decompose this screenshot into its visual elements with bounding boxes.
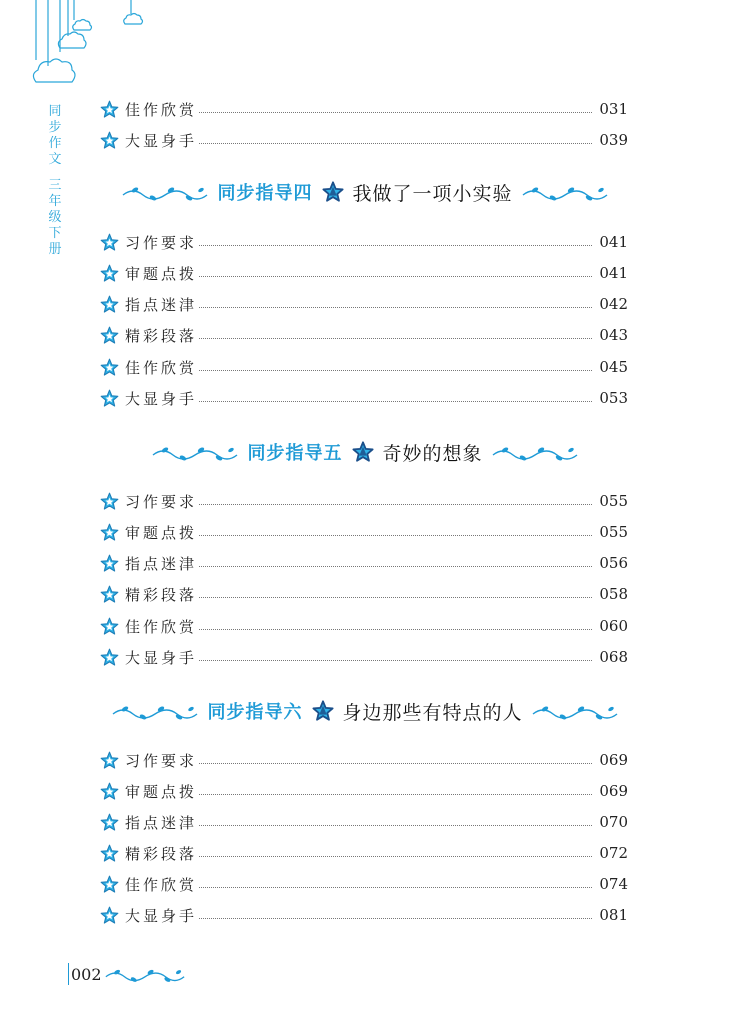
toc-entry-page: 041 <box>599 233 628 251</box>
section-number: 同步指导六 <box>207 702 303 723</box>
toc-entry-label: 佳作欣赏 <box>125 100 198 119</box>
star-icon <box>100 875 119 894</box>
side-title-char: 三 <box>48 178 62 193</box>
side-title-char: 级 <box>48 210 62 225</box>
dot-leader <box>199 566 592 567</box>
vine-icon <box>491 443 579 461</box>
side-title-char: 作 <box>48 136 62 151</box>
star-icon <box>100 906 119 925</box>
star-icon <box>352 441 374 463</box>
dot-leader <box>199 307 592 308</box>
section-header <box>0 432 730 472</box>
toc-entry-label: 习作要求 <box>125 492 198 511</box>
section-title: 我做了一项小实验 <box>352 182 513 205</box>
toc-entry[interactable] <box>100 230 628 254</box>
dot-leader <box>199 112 592 113</box>
dot-leader <box>199 856 592 857</box>
toc-entry-label: 审题点拨 <box>125 523 198 542</box>
toc-entry[interactable] <box>100 748 628 772</box>
toc-entry-page: 070 <box>599 813 628 831</box>
dot-leader <box>199 918 592 919</box>
star-icon <box>100 131 119 150</box>
dot-leader <box>199 338 592 339</box>
toc-entry-label: 精彩段落 <box>125 326 198 345</box>
toc-entry-label: 习作要求 <box>125 233 198 252</box>
dot-leader <box>199 370 592 371</box>
toc-entry[interactable] <box>100 903 628 927</box>
vine-icon <box>531 702 619 720</box>
section-title: 奇妙的想象 <box>382 442 483 465</box>
star-icon <box>100 585 119 604</box>
dot-leader <box>199 825 592 826</box>
toc-entry-page: 039 <box>599 131 628 149</box>
toc-entry[interactable] <box>100 128 628 152</box>
toc-entry[interactable] <box>100 582 628 606</box>
toc-entry[interactable] <box>100 841 628 865</box>
toc-entry-page: 058 <box>599 585 628 603</box>
section-title: 身边那些有特点的人 <box>342 701 523 724</box>
star-icon <box>100 358 119 377</box>
toc-entry-label: 习作要求 <box>125 751 198 770</box>
toc-entry-page: 072 <box>599 844 628 862</box>
toc-entry[interactable] <box>100 261 628 285</box>
toc-entry-label: 指点迷津 <box>125 554 198 573</box>
toc-entry-page: 053 <box>599 389 628 407</box>
toc-entry[interactable] <box>100 645 628 669</box>
section-number: 同步指导五 <box>247 443 343 464</box>
toc-entry-label: 指点迷津 <box>125 813 198 832</box>
dot-leader <box>199 143 592 144</box>
section-header <box>0 172 730 212</box>
toc-entry[interactable] <box>100 614 628 638</box>
toc-entry-page: 042 <box>599 295 628 313</box>
toc-entry[interactable] <box>100 810 628 834</box>
toc-entry-label: 审题点拨 <box>125 782 198 801</box>
hanging-clouds-decoration <box>0 0 730 100</box>
toc-entry-page: 069 <box>599 782 628 800</box>
toc-entry-label: 审题点拨 <box>125 264 198 283</box>
dot-leader <box>199 597 592 598</box>
toc-entry-page: 060 <box>599 617 628 635</box>
dot-leader <box>199 763 592 764</box>
toc-entry-label: 大显身手 <box>125 906 198 925</box>
page-footer <box>68 962 186 986</box>
toc-entry[interactable] <box>100 779 628 803</box>
toc-entry[interactable] <box>100 489 628 513</box>
toc-entry-page: 041 <box>599 264 628 282</box>
star-icon <box>100 326 119 345</box>
star-icon <box>100 492 119 511</box>
toc-entry[interactable] <box>100 551 628 575</box>
star-icon <box>100 264 119 283</box>
toc-entry-label: 佳作欣赏 <box>125 875 198 894</box>
star-icon <box>100 100 119 119</box>
side-title-char: 年 <box>48 194 62 209</box>
toc-entry-page: 069 <box>599 751 628 769</box>
star-icon <box>100 617 119 636</box>
toc-entry[interactable] <box>100 386 628 410</box>
toc-entry-page: 056 <box>599 554 628 572</box>
dot-leader <box>199 504 592 505</box>
dot-leader <box>199 660 592 661</box>
star-icon <box>100 389 119 408</box>
star-icon <box>100 648 119 667</box>
vine-icon <box>121 183 209 201</box>
toc-entry[interactable] <box>100 323 628 347</box>
star-icon <box>100 233 119 252</box>
dot-leader <box>199 401 592 402</box>
toc-entry-label: 指点迷津 <box>125 295 198 314</box>
side-title-char: 册 <box>48 242 62 257</box>
side-title-char: 同 <box>48 104 62 119</box>
star-icon <box>100 782 119 801</box>
toc-entry-label: 大显身手 <box>125 389 198 408</box>
toc-entry-page: 081 <box>599 906 628 924</box>
star-icon <box>100 554 119 573</box>
dot-leader <box>199 887 592 888</box>
toc-entry-label: 佳作欣赏 <box>125 358 198 377</box>
footer-divider <box>68 963 69 985</box>
toc-entry-page: 055 <box>599 523 628 541</box>
side-title-char: 步 <box>48 120 62 135</box>
toc-entry-label: 大显身手 <box>125 131 198 150</box>
toc-entry-page: 045 <box>599 358 628 376</box>
toc-entry[interactable] <box>100 872 628 896</box>
toc-entry-label: 精彩段落 <box>125 844 198 863</box>
toc-entry-page: 031 <box>599 100 628 118</box>
star-icon <box>100 813 119 832</box>
star-icon <box>100 523 119 542</box>
toc-entry-label: 精彩段落 <box>125 585 198 604</box>
dot-leader <box>199 276 592 277</box>
side-title-char: 文 <box>48 152 62 167</box>
star-icon <box>312 700 334 722</box>
toc-entry[interactable] <box>100 292 628 316</box>
dot-leader <box>199 629 592 630</box>
star-icon <box>100 295 119 314</box>
toc-entry[interactable] <box>100 520 628 544</box>
dot-leader <box>199 535 592 536</box>
dot-leader <box>199 245 592 246</box>
star-icon <box>100 751 119 770</box>
toc-entry-label: 大显身手 <box>125 648 198 667</box>
vine-icon <box>104 965 186 983</box>
toc-entry-page: 068 <box>599 648 628 666</box>
toc-entry-page: 055 <box>599 492 628 510</box>
page-number: 002 <box>71 964 102 984</box>
vine-icon <box>111 702 199 720</box>
section-header <box>0 691 730 731</box>
star-icon <box>322 181 344 203</box>
star-icon <box>100 844 119 863</box>
toc-entry[interactable] <box>100 97 628 121</box>
toc-entry-page: 074 <box>599 875 628 893</box>
vine-icon <box>521 183 609 201</box>
toc-entry[interactable] <box>100 355 628 379</box>
toc-entry-page: 043 <box>599 326 628 344</box>
vine-icon <box>151 443 239 461</box>
toc-entry-label: 佳作欣赏 <box>125 617 198 636</box>
dot-leader <box>199 794 592 795</box>
side-title-char: 下 <box>48 226 62 241</box>
section-number: 同步指导四 <box>217 183 313 204</box>
